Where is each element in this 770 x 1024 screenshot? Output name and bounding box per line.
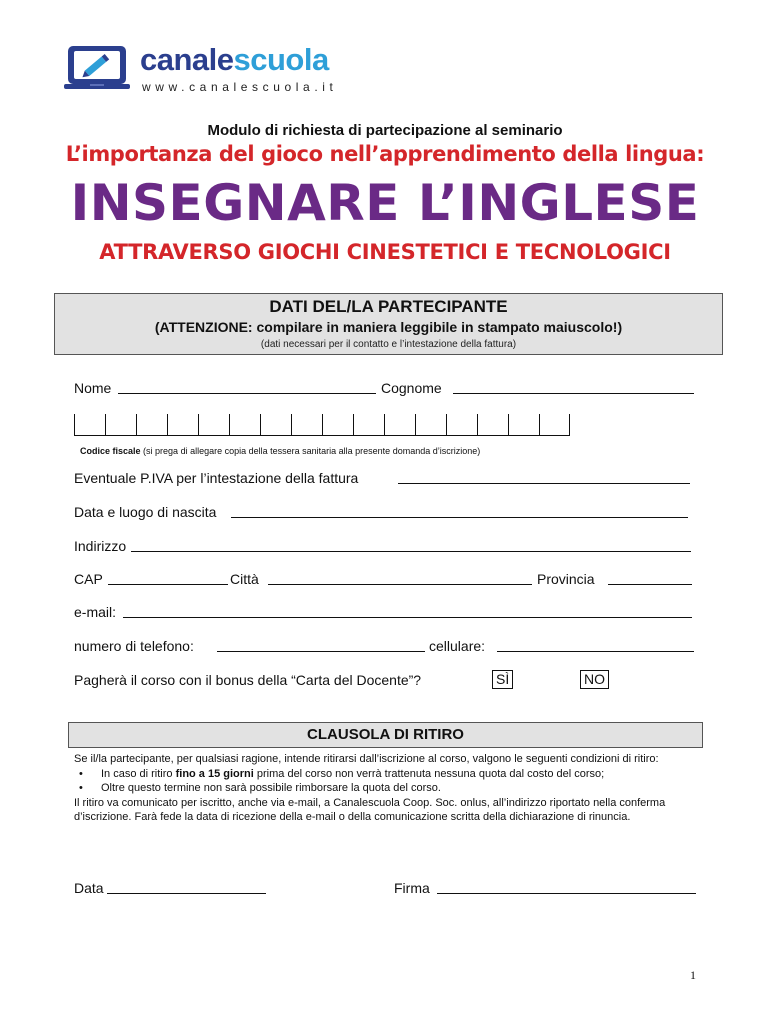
cognome-label: Cognome [381,380,442,396]
logo-name-part1: canale [140,42,234,77]
data-field[interactable] [107,879,266,894]
clause-bullet-1-pre: In caso di ritiro [101,767,176,780]
cf-box[interactable] [353,414,384,436]
email-label: e-mail: [74,604,117,620]
codice-fiscale-field[interactable] [74,414,570,436]
cognome-field[interactable] [453,379,694,394]
indirizzo-label: Indirizzo [74,538,127,554]
nome-label: Nome [74,380,112,396]
clause-intro: Se il/la partecipante, per qualsiasi ragione, intende ritirarsi dall’iscrizione al corso, valgono le seguenti condizioni di ritiro: [74,753,659,765]
citta-label: Città [230,571,259,587]
seminar-headline: L’importanza del gioco nell’apprendimento della lingua: [65,142,705,166]
cf-box[interactable] [322,414,353,436]
form-subtitle: Modulo di richiesta di partecipazione al seminario [207,122,563,139]
provincia-label: Provincia [537,571,595,587]
page-number: 1 [690,968,696,982]
firma-field[interactable] [437,879,696,894]
cf-box[interactable] [105,414,136,436]
email-field[interactable] [123,603,692,618]
indirizzo-field[interactable] [131,537,691,552]
citta-field[interactable] [268,570,532,585]
cellulare-field[interactable] [497,637,694,652]
clause-outro: Il ritiro va comunicato per iscritto, anche via e-mail, a Canalescuola Coop. Soc. onlus, all’indirizzo riportato nella conferma d’iscrizione. Farà fede la data di ricezione della e-mail o della comunicazione scritta della dichiarazione di rinuncia. [74,796,666,823]
cf-box[interactable] [167,414,198,436]
clause-bullet-2: • Oltre questo termine non sarà possibile rimborsare la quota del corso. [74,781,704,796]
cf-box[interactable] [229,414,260,436]
clause-title: CLAUSOLA DI RITIRO [68,722,703,748]
clause-body [74,752,704,825]
provincia-field[interactable] [608,570,692,585]
cf-box[interactable] [446,414,477,436]
cellulare-label: cellulare: [429,638,486,654]
logo-url: www.canalescuola.it [142,80,338,94]
telefono-label: numero di telefono: [74,638,194,654]
cf-box[interactable] [539,414,570,436]
si-option[interactable]: SÌ [492,670,513,689]
cf-box[interactable] [74,414,105,436]
cf-box[interactable] [477,414,508,436]
piva-label: Eventuale P.IVA per l’intestazione della fattura [74,470,359,486]
clause-bullet-1-post: prima del corso non verrà trattenuta nessuna quota dal costo del corso; [253,767,605,780]
codice-fiscale-note: (si prega di allegare copia della tessera sanitaria alla presente domanda d’iscrizione) [143,446,481,456]
clause-bullet-1 [74,767,704,782]
cap-label: CAP [74,571,103,587]
laptop-pencil-icon [64,44,132,92]
no-option[interactable]: NO [580,670,609,689]
nascita-label: Data e luogo di nascita [74,504,217,520]
clause-list [74,767,704,796]
carta-docente-question: Pagherà il corso con il bonus della “Carta del Docente”? [74,672,422,688]
nome-field[interactable] [118,379,376,394]
nascita-field[interactable] [231,503,688,518]
data-label: Data [74,880,104,896]
participant-section-title: DATI DEL/LA PARTECIPANTE [269,297,508,316]
cf-box[interactable] [291,414,322,436]
codice-fiscale-label: Codice fiscale [80,446,141,456]
cf-box[interactable] [415,414,446,436]
cf-box[interactable] [508,414,539,436]
cf-box[interactable] [198,414,229,436]
cf-box[interactable] [136,414,167,436]
telefono-field[interactable] [217,637,425,652]
participant-section-header [54,293,723,355]
firma-label: Firma [394,880,430,896]
codice-fiscale-caption [80,446,480,456]
cf-box[interactable] [260,414,291,436]
seminar-title: INSEGNARE L’INGLESE [70,174,700,232]
clause-bullet-1-bold: fino a 15 giorni [175,767,254,780]
participant-note: (dati necessari per il contatto e l’intestazione della fattura) [260,339,517,350]
logo-name-part2: scuola [233,42,329,77]
piva-field[interactable] [398,469,690,484]
logo-wordmark [140,42,329,78]
cf-box[interactable] [384,414,415,436]
cap-field[interactable] [108,570,228,585]
participant-attention: (ATTENZIONE: compilare in maniera leggibile in stampato maiuscolo!) [154,319,623,335]
seminar-subtitle: ATTRAVERSO GIOCHI CINESTETICI E TECNOLOGICI [99,240,671,264]
